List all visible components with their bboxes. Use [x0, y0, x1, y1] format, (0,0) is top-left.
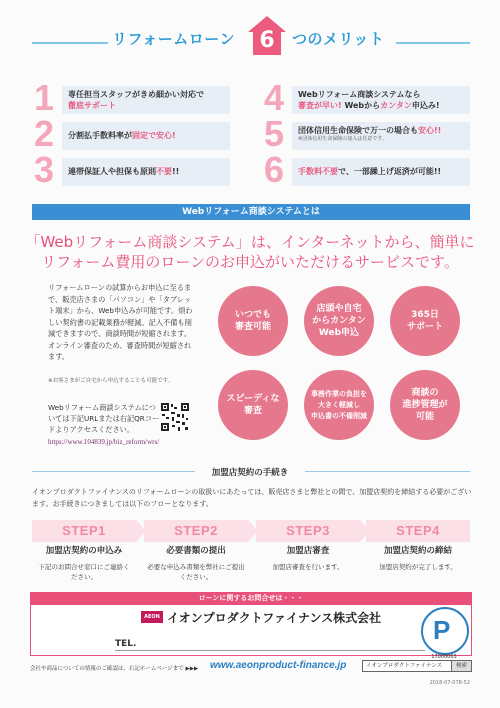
house-icon: [248, 16, 286, 56]
header-number: 6: [259, 28, 275, 53]
merit-box: [292, 158, 470, 186]
tel-label: TEL.: [115, 639, 137, 649]
web-section-bar: Webリフォーム商談システムとは: [32, 204, 470, 220]
merit-5: [264, 113, 470, 154]
contact-bar: ローンに関するお問合せは・・・: [30, 592, 472, 604]
merit-highlight: 不要: [156, 167, 172, 176]
merit-tail: !!: [172, 167, 180, 176]
contact-box: [30, 604, 472, 656]
qr-code-icon[interactable]: [160, 402, 190, 432]
merit-number: 6: [264, 149, 285, 190]
footer-text: 会社や商品についての情報のご確認は、右記ホームページまで ▶▶▶: [30, 666, 199, 672]
web-url-link[interactable]: https://www.104839.jp/biz_reform/wrs/: [48, 438, 160, 446]
step-label: STEP1: [62, 523, 106, 538]
step-1: [32, 520, 136, 542]
step-2-name: 必要書類の提出: [166, 546, 226, 556]
merit-tail: 申込み!: [411, 101, 440, 110]
merit-note: ※団体信用生命保険の加入は任意です。: [298, 136, 387, 142]
feature-circle-5: 事務作業の負担を 大きく軽減し 申込書の不備削減: [304, 370, 374, 440]
qr-description: Webリフォーム商談システムについては下記URLまたは右記QRコードよりアクセスください。: [48, 403, 160, 434]
step-2: [144, 520, 248, 542]
step-1-name: 加盟店契約の申込み: [45, 546, 123, 556]
merit-box: [292, 122, 470, 150]
merit-box: [292, 86, 470, 114]
merit-1: [34, 77, 234, 118]
feature-circle-1: いつでも 審査可能: [218, 286, 288, 356]
tel-line: [115, 650, 425, 651]
merit-text: 専任担当スタッフがきめ細かい対応で: [68, 90, 204, 99]
step-label: STEP4: [396, 523, 440, 538]
merit-highlight: 安心!!: [418, 126, 442, 135]
merit-number: 1: [34, 77, 55, 118]
feature-circle-2: 店頭や自宅 からカンタン Web申込: [304, 286, 374, 356]
merit-text: 団体信用生命保険で万一の場合も: [298, 126, 418, 135]
search-button[interactable]: 検索: [451, 661, 471, 671]
merit-3: [34, 149, 234, 190]
feature-circle-4: スピーディな 審査: [218, 370, 288, 440]
feature-circle-3: 365日 サポート: [390, 286, 460, 356]
step-label: STEP3: [286, 523, 330, 538]
step-4: [366, 520, 470, 542]
web-lead-line-2: リフォーム費用のローンのお申込がいただけるサービスです。: [41, 253, 459, 271]
merit-highlight: 固定: [132, 131, 148, 140]
procedure-title: 加盟店契約の手続き: [195, 466, 305, 478]
merit-box: [62, 122, 230, 150]
step-3-name: 加盟店審査: [286, 546, 330, 556]
step-3-desc: 加盟店審査を行います。: [272, 563, 344, 571]
merit-tail: で安心!: [148, 131, 176, 140]
merit-text: で、一部繰上げ返済が可能!!: [338, 167, 442, 176]
merit-text-mid: Webから: [341, 101, 381, 110]
company-name: イオンプロダクトファイナンス株式会社: [167, 611, 382, 625]
merit-2: [34, 113, 234, 154]
merit-number: 5: [264, 113, 285, 154]
merit-highlight: 徹底サポート: [68, 101, 116, 110]
feature-circle-6: 商談の 進捗管理が 可能: [390, 370, 460, 440]
merit-text: 連帯保証人や担保も原則: [68, 167, 156, 176]
step-4-name: 加盟店契約の締結: [383, 546, 452, 556]
search-box[interactable]: [362, 660, 472, 672]
merit-box: [62, 158, 230, 186]
aeon-logo: AEON: [141, 611, 163, 623]
step-1-desc: 下記のお問合せ窓口にご連絡ください。: [38, 563, 130, 581]
header-title-left: リフォームローン: [112, 30, 235, 48]
merit-highlight: 審査が早い!: [298, 101, 342, 110]
step-3: [256, 520, 360, 542]
merit-4: [264, 77, 470, 118]
search-query: イオンプロダクトファイナンス: [366, 663, 443, 669]
web-note: ※お客さまがご自宅から申込することも可能です。: [48, 378, 174, 384]
merit-number: 4: [264, 77, 285, 118]
merit-box: [62, 86, 230, 114]
document-code: 2018-07-078-52: [429, 680, 470, 686]
merit-number: 3: [34, 149, 55, 190]
step-label: STEP2: [174, 523, 218, 538]
merit-number: 2: [34, 113, 55, 154]
header-title-right: つのメリット: [292, 30, 385, 48]
web-body-text: リフォームローンの試算からお申込に至るまで、販売店さまの「パソコン」や「タブレット端末」から、Web申込みが可能です。煩わしい契約書の記載業務が軽減、記入不備も削減できますので、商談時間が短縮されます。オンライン審査のため、審査時間が短縮されます。: [48, 283, 193, 361]
procedure-text: イオンプロダクトファイナンスのリフォームローンの取扱いにあたっては、販売店さまと弊社との間で、加盟店契約を締結する必要がございます。お手続きにつきましては以下のフローとなります。: [32, 488, 472, 508]
merits-header: [0, 22, 500, 62]
step-2-desc: 必要な申込み書類を弊社にご提出ください。: [147, 563, 245, 581]
merit-highlight: 手数料不要: [298, 167, 338, 176]
merit-text: Webリフォーム商談システムなら: [298, 90, 421, 99]
header-rule-left: [32, 42, 108, 44]
merit-6: [264, 149, 470, 190]
web-lead-line-1: 「Webリフォーム商談システム」は、インターネットから、簡単に: [25, 233, 475, 251]
privacy-mark-number: 17000003: [431, 654, 457, 660]
merit-highlight-2: カンタン: [380, 101, 412, 110]
header-rule-right: [396, 42, 470, 44]
footer-url-link[interactable]: www.aeonproduct-finance.jp: [210, 660, 347, 671]
privacy-mark-icon: P: [421, 607, 469, 655]
merit-text: 分割払手数料率が: [68, 131, 132, 140]
step-4-desc: 加盟店契約が完了します。: [379, 563, 457, 571]
